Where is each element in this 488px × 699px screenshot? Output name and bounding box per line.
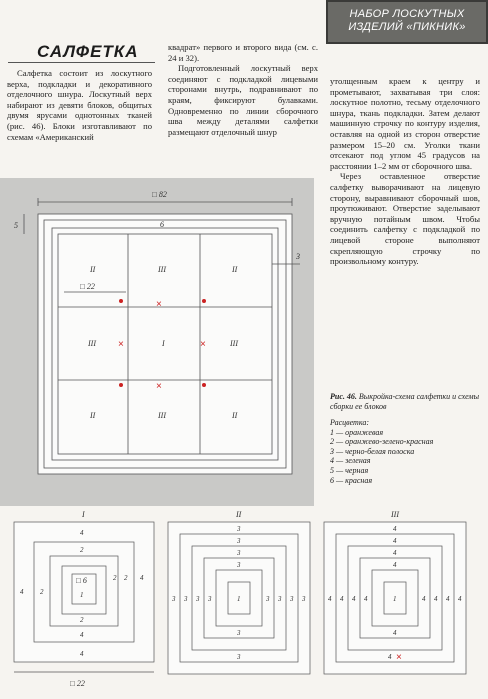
paragraph-2a: квадрат» первого и второго вида (см. с. 24 и 32). (168, 42, 318, 63)
marker-dot (202, 299, 206, 303)
marker-dot (119, 299, 123, 303)
strip-number: 4 (340, 595, 344, 603)
legend-item: 3 — черно-белая полоска (330, 446, 415, 456)
strip-number: 4 (388, 653, 392, 661)
block-label: II (90, 265, 96, 274)
strip-number: 3 (237, 537, 241, 545)
napkin-layout (24, 198, 300, 474)
edge-label-3: 3 (296, 252, 300, 261)
caption-text: Выкройка-схема салфетки и схемы сборки ее блоков (330, 392, 480, 411)
strip-number: 4 (352, 595, 356, 603)
block-outline (14, 522, 154, 662)
strip-number: 4 (140, 574, 144, 582)
block-label: I (162, 339, 165, 348)
strip-number: 4 (458, 595, 462, 603)
strip-number: 3 (237, 525, 241, 533)
edge-label-5: 5 (14, 221, 18, 230)
edge-label-6: 6 (160, 220, 164, 229)
strip-number: 2 (80, 546, 84, 554)
block-label: III (230, 339, 238, 348)
block-label: III (158, 411, 166, 420)
strip-number: 4 (393, 561, 397, 569)
block-title: I (82, 510, 85, 519)
strip-number: 3 (266, 595, 270, 603)
header-line-2: ИЗДЕЛИЙ «ПИКНИК» (348, 21, 466, 33)
paragraph-3a: утолщенным краем к центру и прометывают, захватывая три слоя: лоскутное полотно, тесьму отделочного шнура, ткань подкладки. Затем делают машинную строчку по контуру изделия, оставляя на одной из сторон отверстие размером 15–20 см. Уголки ткани отсекают под углом 45 градусов на расстоянии 1–2 мм от сборочного шва. (330, 76, 480, 171)
header-line-1: НАБОР ЛОСКУТНЫХ (349, 8, 465, 20)
strip-number: 4 (20, 588, 24, 596)
dim-label-top: □ 82 (152, 190, 167, 199)
block-title: II (236, 510, 242, 519)
outer-border (38, 214, 292, 474)
block-title: III (391, 510, 399, 519)
strip-number: 1 (80, 591, 84, 599)
strip-number: 2 (80, 616, 84, 624)
cross-marker-icon: × (118, 339, 124, 350)
strip-number: 2 (113, 574, 117, 582)
article-title: САЛФЕТКА (37, 42, 139, 61)
block-label: III (88, 339, 96, 348)
strip-number: 3 (237, 629, 241, 637)
strip-number: 4 (446, 595, 450, 603)
marker-dot (119, 383, 123, 387)
strip-number: 4 (422, 595, 426, 603)
strip-number: 4 (80, 529, 84, 537)
strip-number: 3 (172, 595, 176, 603)
strip-number: 3 (290, 595, 294, 603)
strip-number: 4 (364, 595, 368, 603)
legend-item: 5 — черная (330, 465, 369, 475)
strip-number: 3 (208, 595, 212, 603)
paragraph-1: Салфетка состоит из лоскутного верха, подкладки и декоративного отделочного шнура. Лоскутный верх набирают из девяти блоков, общитых двумя ярусами однотонных тканей (рис. 46). Блоки изготавливают по схемам «Американский (7, 68, 152, 142)
strip-number: 1 (237, 595, 241, 603)
legend-title: Расцветка: (330, 418, 370, 427)
strip-number: 2 (40, 588, 44, 596)
cross-marker-icon: × (200, 339, 206, 350)
legend-item: 1 — оранжевая (330, 427, 384, 437)
strip-number: 1 (393, 595, 397, 603)
strip-number: 3 (237, 561, 241, 569)
strip-number: 3 (302, 595, 306, 603)
strip-number: 3 (237, 549, 241, 557)
strip-number: 3 (184, 595, 188, 603)
strip-number: 4 (80, 631, 84, 639)
caption-label: Рис. 46. (330, 392, 357, 401)
marker-dot (202, 383, 206, 387)
strip-number: 4 (393, 537, 397, 545)
block-label: II (232, 411, 238, 420)
block-label: II (90, 411, 96, 420)
cross-marker-icon: × (156, 299, 162, 310)
block-I-scheme (14, 522, 154, 672)
legend-item: 2 — оранжево-зелено-красная (330, 437, 434, 447)
strip-number: 4 (393, 549, 397, 557)
dim-label-cell: □ 22 (80, 282, 95, 291)
cross-marker-icon: × (156, 381, 162, 392)
cross-marker-icon: × (396, 652, 402, 663)
block-label: II (232, 265, 238, 274)
center-label: □ 6 (76, 576, 87, 585)
strip-number: 3 (237, 653, 241, 661)
strip-number: 4 (80, 650, 84, 658)
strip-number: 4 (328, 595, 332, 603)
strip-number: 4 (393, 629, 397, 637)
strip-number: 2 (124, 574, 128, 582)
legend-item: 4 — зеленая (330, 456, 371, 466)
strip-number: 4 (393, 525, 397, 533)
strip-number: 3 (278, 595, 282, 603)
strip-number: 3 (196, 595, 200, 603)
dim-label-bottom: □ 22 (70, 679, 85, 688)
block-label: III (158, 265, 166, 274)
paragraph-3b: Через оставленное отверстие салфетку выворачивают на лицевую сторону, выравнивают сборочный шов, проутюживают. Отверстие заделывают вручную потайным швом. Чтобы соединить салфетку с подкладкой по лицевой стороне выполняют скрепляющую строчку по произвольному контуру. (330, 171, 480, 267)
legend-item: 6 — красная (330, 475, 373, 485)
strip-number: 4 (434, 595, 438, 603)
paragraph-2b: Подготовленный лоскутный верх соединяют с подкладкой лицевыми сторонами внутрь, подравнивают по краям, фиксируют булавками. Одновременно по линии сборочного шва между деталями салфетки размещают отделочный шнур (168, 63, 318, 137)
